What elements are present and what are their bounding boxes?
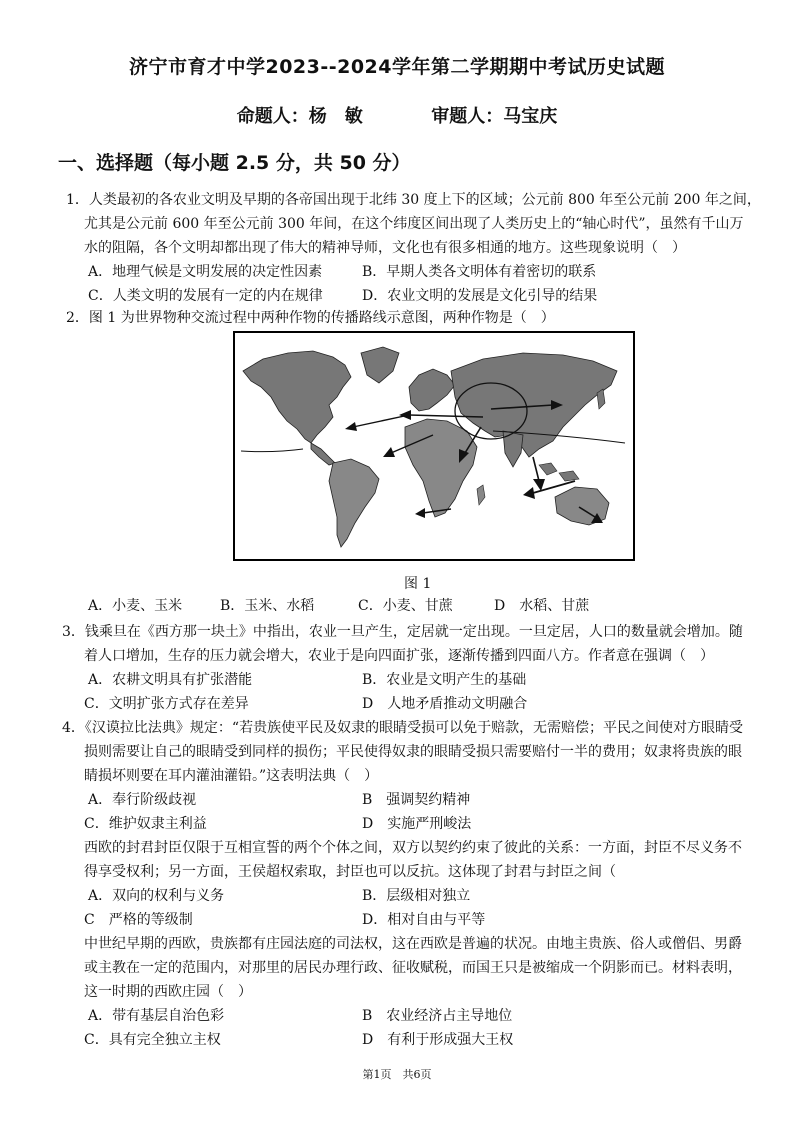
q4-option-a: A．奉行阶级歧视	[88, 792, 197, 808]
q1-line: 1．人类最初的各农业文明及早期的各帝国出现于北纬 30 度上下的区域；公元前 800 年至公元前 200 年之间，	[66, 192, 761, 208]
q1-option-d: D．农业文明的发展是文化引导的结果	[362, 288, 598, 304]
q6-line: 中世纪早期的西欧，贵族都有庄园法庭的司法权，这在西欧是普遍的状况。由地主贵族、俗人或僧侣、男爵	[84, 936, 742, 952]
q4-option-b: B 强调契约精神	[362, 792, 471, 808]
q3-option-c: C．文明扩张方式存在差异	[84, 696, 249, 712]
q6-option-d: D 有利于形成强大王权	[362, 1032, 514, 1048]
q6-option-a: A．带有基层自治色彩	[88, 1008, 225, 1024]
figure-caption: 图 1	[404, 576, 432, 592]
q6-option-c: C．具有完全独立主权	[84, 1032, 221, 1048]
q6-line: 这一时期的西欧庄园（ ）	[84, 984, 252, 1000]
world-map-figure	[233, 331, 635, 561]
q1-option-b: B．早期人类各文明体有着密切的联系	[362, 264, 597, 280]
q3-line: 3．钱乘旦在《西方那一块土》中指出，农业一旦产生，定居就一定出现。一旦定居，人口的数量就会增加。随	[62, 624, 743, 640]
q6-option-b: B 农业经济占主导地位	[362, 1008, 513, 1024]
q4-option-c: C．维护奴隶主利益	[84, 816, 207, 832]
q3-option-b: B．农业是文明产生的基础	[362, 672, 527, 688]
q6-line: 或主教在一定的范围内，对那里的居民办理行政、征收赋税，而国王只是被缩成一个阴影而已。材料表明，	[84, 960, 742, 976]
q2-option-c: C．小麦、甘蔗	[358, 598, 453, 614]
q1-option-a: A．地理气候是文明发展的决定性因素	[88, 264, 323, 280]
q4-line: 4．《汉谟拉比法典》规定：“若贵族使平民及奴隶的眼睛受损可以免于赔款，无需赔偿；平民之间使对方眼睛受	[62, 720, 744, 736]
q3-line: 着人口增加，生存的压力就会增大，农业于是向四面扩张，逐渐传播到四面八方。作者意在强调（ ）	[84, 648, 714, 664]
q2-stem: 2．图 1 为世界物种交流过程中两种作物的传播路线示意图，两种作物是（ ）	[66, 310, 555, 326]
q5-line: 西欧的封君封臣仅限于互相宣誓的两个个体之间，双方以契约约束了彼此的关系：一方面，封臣不尽义务不	[84, 840, 742, 856]
q3-option-d: D 人地矛盾推动文明融合	[362, 696, 528, 712]
q1-line: 尤其是公元前 600 年至公元前 300 年间，在这个纬度区间出现了人类历史上的“轴心时代”，虽然有千山万	[84, 216, 744, 232]
q2-option-b: B．玉米、水稻	[220, 598, 315, 614]
q2-option-a: A．小麦、玉米	[88, 598, 183, 614]
q4-option-d: D 实施严刑峻法	[362, 816, 472, 832]
q5-option-d: D．相对自由与平等	[362, 912, 486, 928]
q4-line: 损则需要让自己的眼睛受到同样的损伤；平民使得奴隶的眼睛受损只需要赔付一半的费用；奴隶将贵族的眼	[84, 744, 742, 760]
q5-option-b: B．层级相对独立	[362, 888, 471, 904]
q2-option-d: D 水稻、甘蔗	[494, 598, 590, 614]
q5-line: 得享受权利；另一方面，王侯超权索取，封臣也可以反抗。这体现了封君与封臣之间（	[84, 864, 616, 880]
authors-line	[0, 102, 794, 128]
q5-option-a: A．双向的权利与义务	[88, 888, 225, 904]
q5-option-c: C 严格的等级制	[84, 912, 193, 928]
exam-title: 济宁市育才中学2023--2024学年第二学期期中考试历史试题	[128, 56, 666, 78]
q1-line: 水的阻隔，各个文明却都出现了伟大的精神导师，文化也有很多相通的地方。这些现象说明（ ）	[84, 240, 686, 256]
reviewer-label: 审题人：马宝庆	[431, 106, 558, 127]
q1-option-c: C．人类文明的发展有一定的内在规律	[88, 288, 323, 304]
page-number: 第1页 共6页	[362, 1068, 432, 1081]
setter-label: 命题人：杨 敏	[236, 106, 363, 127]
q3-option-a: A．农耕文明具有扩张潜能	[88, 672, 253, 688]
q4-line: 睛损坏则要在耳内灌油灌铅。”这表明法典（ ）	[84, 768, 379, 784]
section-title: 一、选择题（每小题 2.5 分，共 50 分）	[58, 152, 411, 174]
